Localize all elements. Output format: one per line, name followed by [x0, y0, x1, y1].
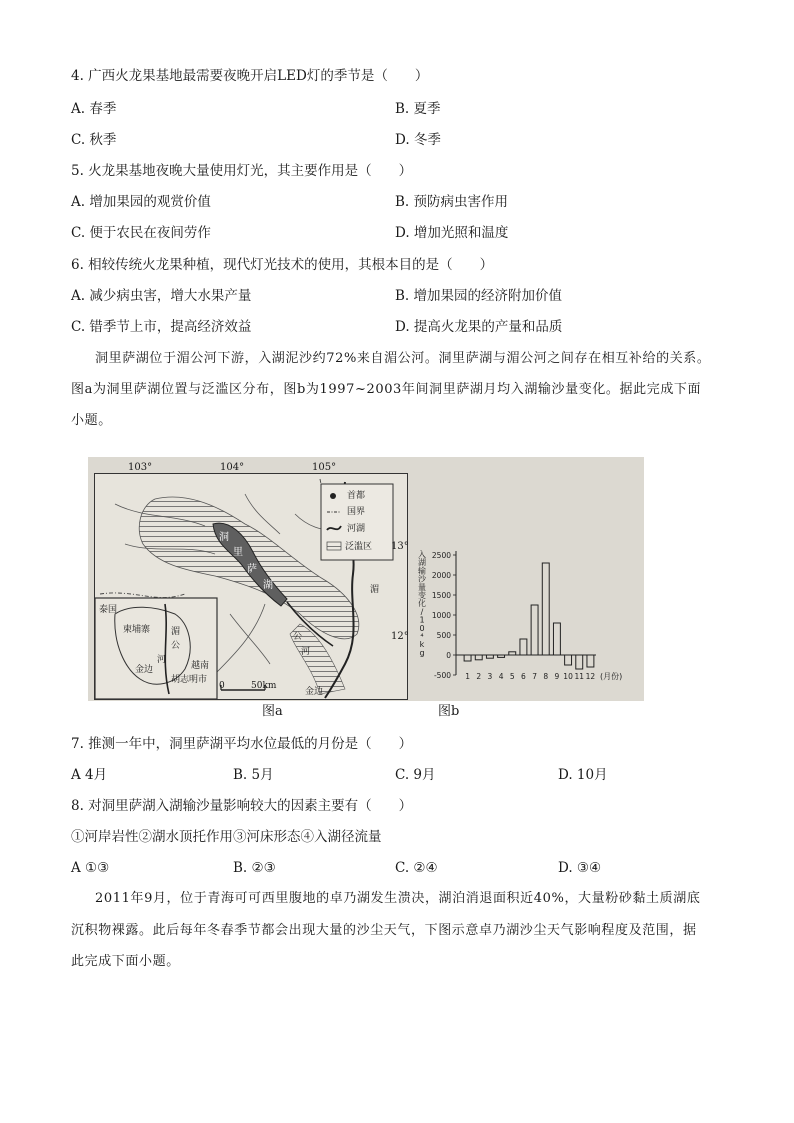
lat-12: 12° [391, 631, 409, 642]
main-label-2: 公 [293, 632, 303, 642]
x-tick-label: 1 [465, 672, 470, 681]
figure-scan [88, 457, 644, 701]
passage1-line-1: 洞里萨湖位于湄公河下游，入湖泥沙约72%来自湄公河。洞里萨湖与湄公河之间存在相互补给的关系。 [95, 351, 711, 366]
q6-option-b: B. 增加果园的经济附加价值 [395, 288, 563, 304]
q8-option-d: D. ③④ [558, 860, 602, 876]
lon-104: 104° [220, 462, 245, 473]
bar-month-6 [520, 639, 527, 655]
scale-50km: 50km [251, 681, 277, 691]
caption-fig-b: 图b [438, 704, 460, 719]
q7-option-c: C. 9月 [395, 767, 436, 783]
inset-label-gong: 公 [171, 641, 181, 651]
y-axis-label-char: 沙 [418, 574, 426, 584]
y-tick-label: 1000 [431, 611, 451, 620]
q8-option-a: A ①③ [71, 860, 110, 876]
q7-option-a: A 4月 [71, 767, 108, 783]
q7-option-d: D. 10月 [558, 767, 608, 783]
bar-month-8 [542, 563, 549, 655]
q4-stem: 4. 广西火龙果基地最需要夜晚开启LED灯的季节是（ ） [71, 68, 429, 84]
q5-option-b: B. 预防病虫害作用 [395, 194, 509, 210]
passage2-line-1: 2011年9月，位于青海可可西里腹地的卓乃湖发生溃决，湖泊消退面积近40%，大量粉砂黏土质湖底 [95, 891, 701, 906]
lon-105: 105° [312, 462, 337, 473]
x-axis-label: (月份) [600, 672, 623, 681]
x-tick-label: 5 [509, 672, 515, 681]
y-axis-label-char: 湖 [418, 558, 426, 568]
bar-month-3 [486, 655, 493, 658]
y-axis-label-char: 0 [419, 623, 425, 633]
y-axis-label-char: k [419, 640, 425, 650]
q5-option-a: A. 增加果园的观赏价值 [71, 194, 211, 210]
x-tick-label: 6 [521, 672, 526, 681]
y-axis-label-char: ⁴ [420, 632, 424, 641]
inset-label-hcmc: 胡志明市 [171, 675, 208, 685]
x-tick-label: 2 [476, 672, 482, 681]
q5-option-d: D. 增加光照和温度 [395, 225, 509, 241]
q5-option-c: C. 便于农民在夜间劳作 [71, 225, 211, 241]
legend-river-lake: 河湖 [347, 524, 366, 534]
passage1-line-3: 小题。 [71, 413, 112, 428]
lake-char-3: 萨 [247, 564, 257, 575]
lake-char-1: 洞 [219, 532, 229, 543]
y-tick-label: 2500 [431, 551, 451, 560]
x-tick-label: 12 [585, 672, 596, 681]
bar-month-2 [475, 655, 482, 660]
inset-label-cambodia: 柬埔寨 [123, 625, 151, 635]
y-axis-label-char: / [420, 607, 424, 617]
y-tick-label: 1500 [431, 591, 451, 600]
x-tick-label: 8 [543, 672, 549, 681]
bar-month-9 [553, 623, 560, 655]
lake-char-4: 湖 [263, 580, 273, 591]
q6-option-c: C. 错季节上市，提高经济效益 [71, 319, 252, 335]
chart-b [414, 457, 644, 701]
x-tick-label: 9 [554, 672, 560, 681]
q5-stem: 5. 火龙果基地夜晚大量使用灯光，其主要作用是（ ） [71, 163, 413, 179]
x-tick-label: 11 [574, 672, 585, 681]
x-tick-label: 3 [487, 672, 493, 681]
y-axis-label-char: 量 [418, 582, 426, 592]
caption-fig-a: 图a [262, 704, 283, 719]
y-tick-label: 2000 [431, 571, 451, 580]
y-axis-label-char: 入 [418, 550, 426, 559]
legend-capital: 首都 [347, 491, 366, 501]
x-tick-label: 7 [532, 672, 537, 681]
q6-option-a: A. 减少病虫害，增大水果产量 [71, 288, 252, 304]
bar-month-1 [464, 655, 471, 661]
q8-option-b: B. ②③ [233, 860, 276, 876]
bar-month-7 [531, 605, 538, 655]
y-tick-label: 500 [436, 631, 451, 640]
scale-zero: 0 [219, 681, 225, 691]
y-axis-label-char: g [419, 648, 425, 658]
q8-factors: ①河岸岩性②湖水顶托作用③河床形态④入湖径流量 [71, 829, 382, 845]
q4-option-b: B. 夏季 [395, 101, 441, 117]
lake-char-2: 里 [233, 547, 243, 558]
passage2-line-3: 此完成下面小题。 [71, 954, 180, 969]
q4-option-c: C. 秋季 [71, 132, 117, 148]
q8-stem: 8. 对洞里萨湖入湖输沙量影响较大的因素主要有（ ） [71, 798, 413, 814]
bar-month-11 [576, 655, 583, 669]
bar-month-12 [587, 655, 594, 667]
y-axis-label-char: 化 [418, 599, 426, 609]
map-a [94, 473, 408, 700]
main-label-3: 河 [301, 647, 311, 657]
main-label-phnom-penh: 金边 [305, 687, 324, 697]
q6-stem: 6. 相较传统火龙果种植，现代灯光技术的使用，其根本目的是（ ） [71, 257, 494, 273]
y-tick-label: -500 [433, 671, 451, 680]
lat-13: 13° [391, 541, 409, 552]
y-axis-label-char: 变 [418, 591, 426, 600]
bar-month-5 [509, 652, 516, 655]
y-tick-label: 0 [446, 651, 451, 660]
bar-month-10 [565, 655, 572, 665]
q7-option-b: B. 5月 [233, 767, 274, 783]
y-axis-label-char: 1 [419, 615, 425, 625]
legend-flood-zone: 泛滥区 [345, 542, 373, 552]
legend-border: 国界 [347, 507, 366, 517]
bar-month-4 [498, 655, 505, 657]
inset-label-phnom-penh: 金边 [135, 665, 154, 675]
inset-label-thailand: 泰国 [99, 605, 118, 615]
y-axis-label-char: 输 [418, 566, 426, 576]
x-tick-label: 10 [563, 672, 573, 681]
q4-option-d: D. 冬季 [395, 132, 441, 148]
inset-label-vietnam: 越南 [191, 661, 210, 671]
x-tick-label: 4 [498, 672, 504, 681]
inset-label-mei: 湄 [171, 627, 181, 637]
passage1-line-2: 图a为洞里萨湖位置与泛滥区分布，图b为1997~2003年间洞里萨湖月均入湖输沙量变化。据此完成下面 [71, 382, 702, 397]
q4-option-a: A. 春季 [71, 101, 117, 117]
inset-label-he: 河 [157, 655, 167, 665]
lon-103: 103° [128, 462, 153, 473]
q8-option-c: C. ②④ [395, 860, 438, 876]
passage2-line-2: 沉积物裸露。此后每年冬春季节都会出现大量的沙尘天气，下图示意卓乃湖沙尘天气影响程度及范围，据 [71, 923, 697, 938]
main-label-1: 湄 [370, 585, 380, 595]
q6-option-d: D. 提高火龙果的产量和品质 [395, 319, 563, 335]
q7-stem: 7. 推测一年中，洞里萨湖平均水位最低的月份是（ ） [71, 736, 413, 752]
